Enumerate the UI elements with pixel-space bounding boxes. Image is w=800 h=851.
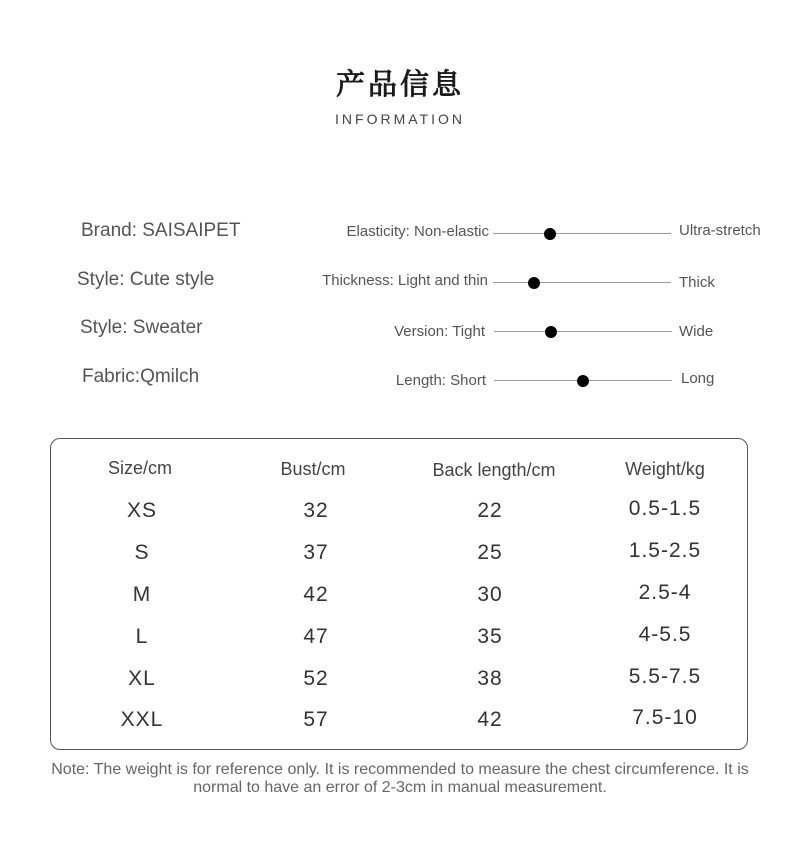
bust-cell: 47 [303,625,329,648]
spec-style: Style: Cute style [77,269,215,290]
size-cell: XS [126,499,157,522]
spec-brand: Brand: SAISAIPET [81,220,241,241]
length-max-label: Long [681,370,715,387]
version-max-label: Wide [679,323,714,340]
back-length-header: Back length/cm [432,460,556,480]
back-length-cell: 38 [477,667,503,690]
size-cell: L [135,625,149,648]
back-length-cell: 25 [477,541,503,564]
back-length-cell: 22 [477,499,503,522]
length-marker [577,375,589,387]
thickness-marker [528,277,540,289]
thickness-label: Thickness: Light and thin [322,272,488,289]
elasticity-marker [544,228,556,240]
version-marker [545,326,557,338]
back-length-cell: 35 [477,625,503,648]
weight-cell: 2.5-4 [638,581,692,604]
back-length-cell: 30 [477,583,503,606]
weight-cell: 1.5-2.5 [628,539,702,562]
size-cell: XL [128,667,156,690]
back-length-cell: 42 [477,708,503,731]
measurement-note: Note: The weight is for reference only. It is recommended to measure the chest circumference. It is normal to have an error of 2-3cm in manual measurement. [51,761,749,796]
weight-header: Weight/kg [625,459,705,479]
size-cell: XXL [120,708,164,731]
page-title: 产品信息 [335,67,464,101]
size-cell: S [134,541,150,564]
weight-cell: 5.5-7.5 [628,665,702,688]
size-cell: M [132,583,152,606]
weight-cell: 4-5.5 [638,623,692,646]
spec-style-type: Style: Sweater [80,317,203,338]
thickness-track [493,282,671,283]
page-subtitle: INFORMATION [335,111,465,127]
bust-cell: 57 [303,708,329,731]
elasticity-max-label: Ultra-stretch [679,222,761,239]
bust-cell: 32 [303,499,329,522]
bust-header: Bust/cm [280,459,346,479]
thickness-max-label: Thick [679,274,715,291]
bust-cell: 42 [303,583,329,606]
version-label: Version: Tight [394,323,485,340]
bust-cell: 37 [303,541,329,564]
version-track [494,331,672,332]
elasticity-track [493,233,671,234]
weight-cell: 7.5-10 [632,706,698,729]
bust-cell: 52 [303,667,329,690]
size-header: Size/cm [107,458,172,478]
elasticity-label: Elasticity: Non-elastic [346,223,489,240]
weight-cell: 0.5-1.5 [628,497,702,520]
spec-fabric: Fabric:Qmilch [82,366,200,387]
length-label: Length: Short [395,372,486,389]
